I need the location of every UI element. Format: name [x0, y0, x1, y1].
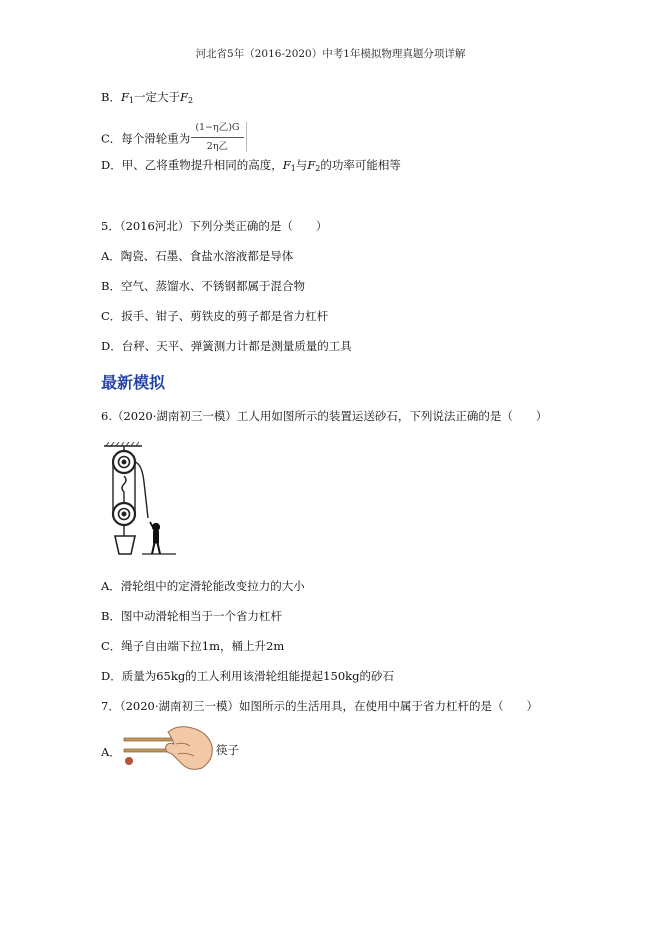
pulley-figure: [104, 442, 184, 556]
q6-option-a: A．滑轮组中的定滑轮能改变拉力的大小: [101, 579, 305, 593]
chopsticks-figure: [120, 724, 215, 772]
q6-option-b: B．图中动滑轮相当于一个省力杠杆: [101, 609, 282, 623]
option-text: 的功率可能相等: [320, 158, 401, 172]
q5-stem: 5．（2016河北）下列分类正确的是（ ）: [101, 219, 328, 233]
subscript: 1: [128, 96, 135, 105]
force-symbol: F: [180, 90, 189, 104]
q4-option-d: [101, 157, 401, 177]
q5-option-c: C．扳手、钳子、剪铁皮的剪子都是省力杠杆: [101, 309, 329, 323]
worker: [150, 522, 160, 554]
rope-free-end: [135, 462, 148, 518]
q7-option-a-text: 筷子: [216, 743, 239, 757]
q7-stem: 7．（2020·湖南初三一模）如图所示的生活用具，在使用中属于省力杠杆的是（ ）: [101, 699, 538, 713]
q7-option-a-label: A．: [101, 745, 121, 759]
food-piece: [125, 757, 133, 765]
q4-option-c: [101, 122, 244, 157]
fraction-numerator: (1−η乙)G: [191, 120, 243, 138]
section-title: 最新模拟: [101, 373, 166, 392]
option-text: 一定大于: [134, 90, 181, 104]
q4-option-b: [101, 89, 193, 109]
hand: [166, 727, 213, 770]
fraction-border: [246, 122, 247, 152]
option-text: C．每个滑轮重为: [101, 131, 191, 146]
subscript: 2: [315, 164, 321, 173]
subscript: 2: [188, 96, 194, 105]
subscript: 1: [290, 164, 296, 173]
option-text: D．甲、乙将重物提升相同的高度，: [101, 158, 283, 172]
q5-option-d: D．台秤、天平、弹簧测力计都是测量质量的工具: [101, 339, 352, 353]
force-symbol: F: [282, 158, 291, 172]
q6-option-c: C．绳子自由端下拉1m，桶上升2m: [101, 639, 285, 653]
page-header: 河北省5年（2016-2020）中考1年模拟物理真题分项详解: [195, 48, 466, 60]
q5-option-b: B．空气、蒸馏水、不锈钢都属于混合物: [101, 279, 305, 293]
q5-option-a: A．陶瓷、石墨、食盐水溶液都是导体: [101, 249, 294, 263]
force-symbol: F: [307, 158, 316, 172]
q6-option-d: D．质量为65kg的工人利用该滑轮组能提起150kg的砂石: [101, 669, 394, 683]
option-text: 与: [295, 158, 308, 172]
force-symbol: F: [120, 90, 129, 104]
bucket: [115, 536, 135, 554]
hook: [122, 476, 126, 503]
fraction-denominator: 2η乙: [206, 141, 229, 152]
pulley-weight-fraction: [191, 120, 243, 155]
q6-stem: 6.（2020·湖南初三一模）工人用如图所示的装置运送砂石，下列说法正确的是（ ）: [101, 409, 548, 423]
option-label: B．: [101, 90, 121, 104]
